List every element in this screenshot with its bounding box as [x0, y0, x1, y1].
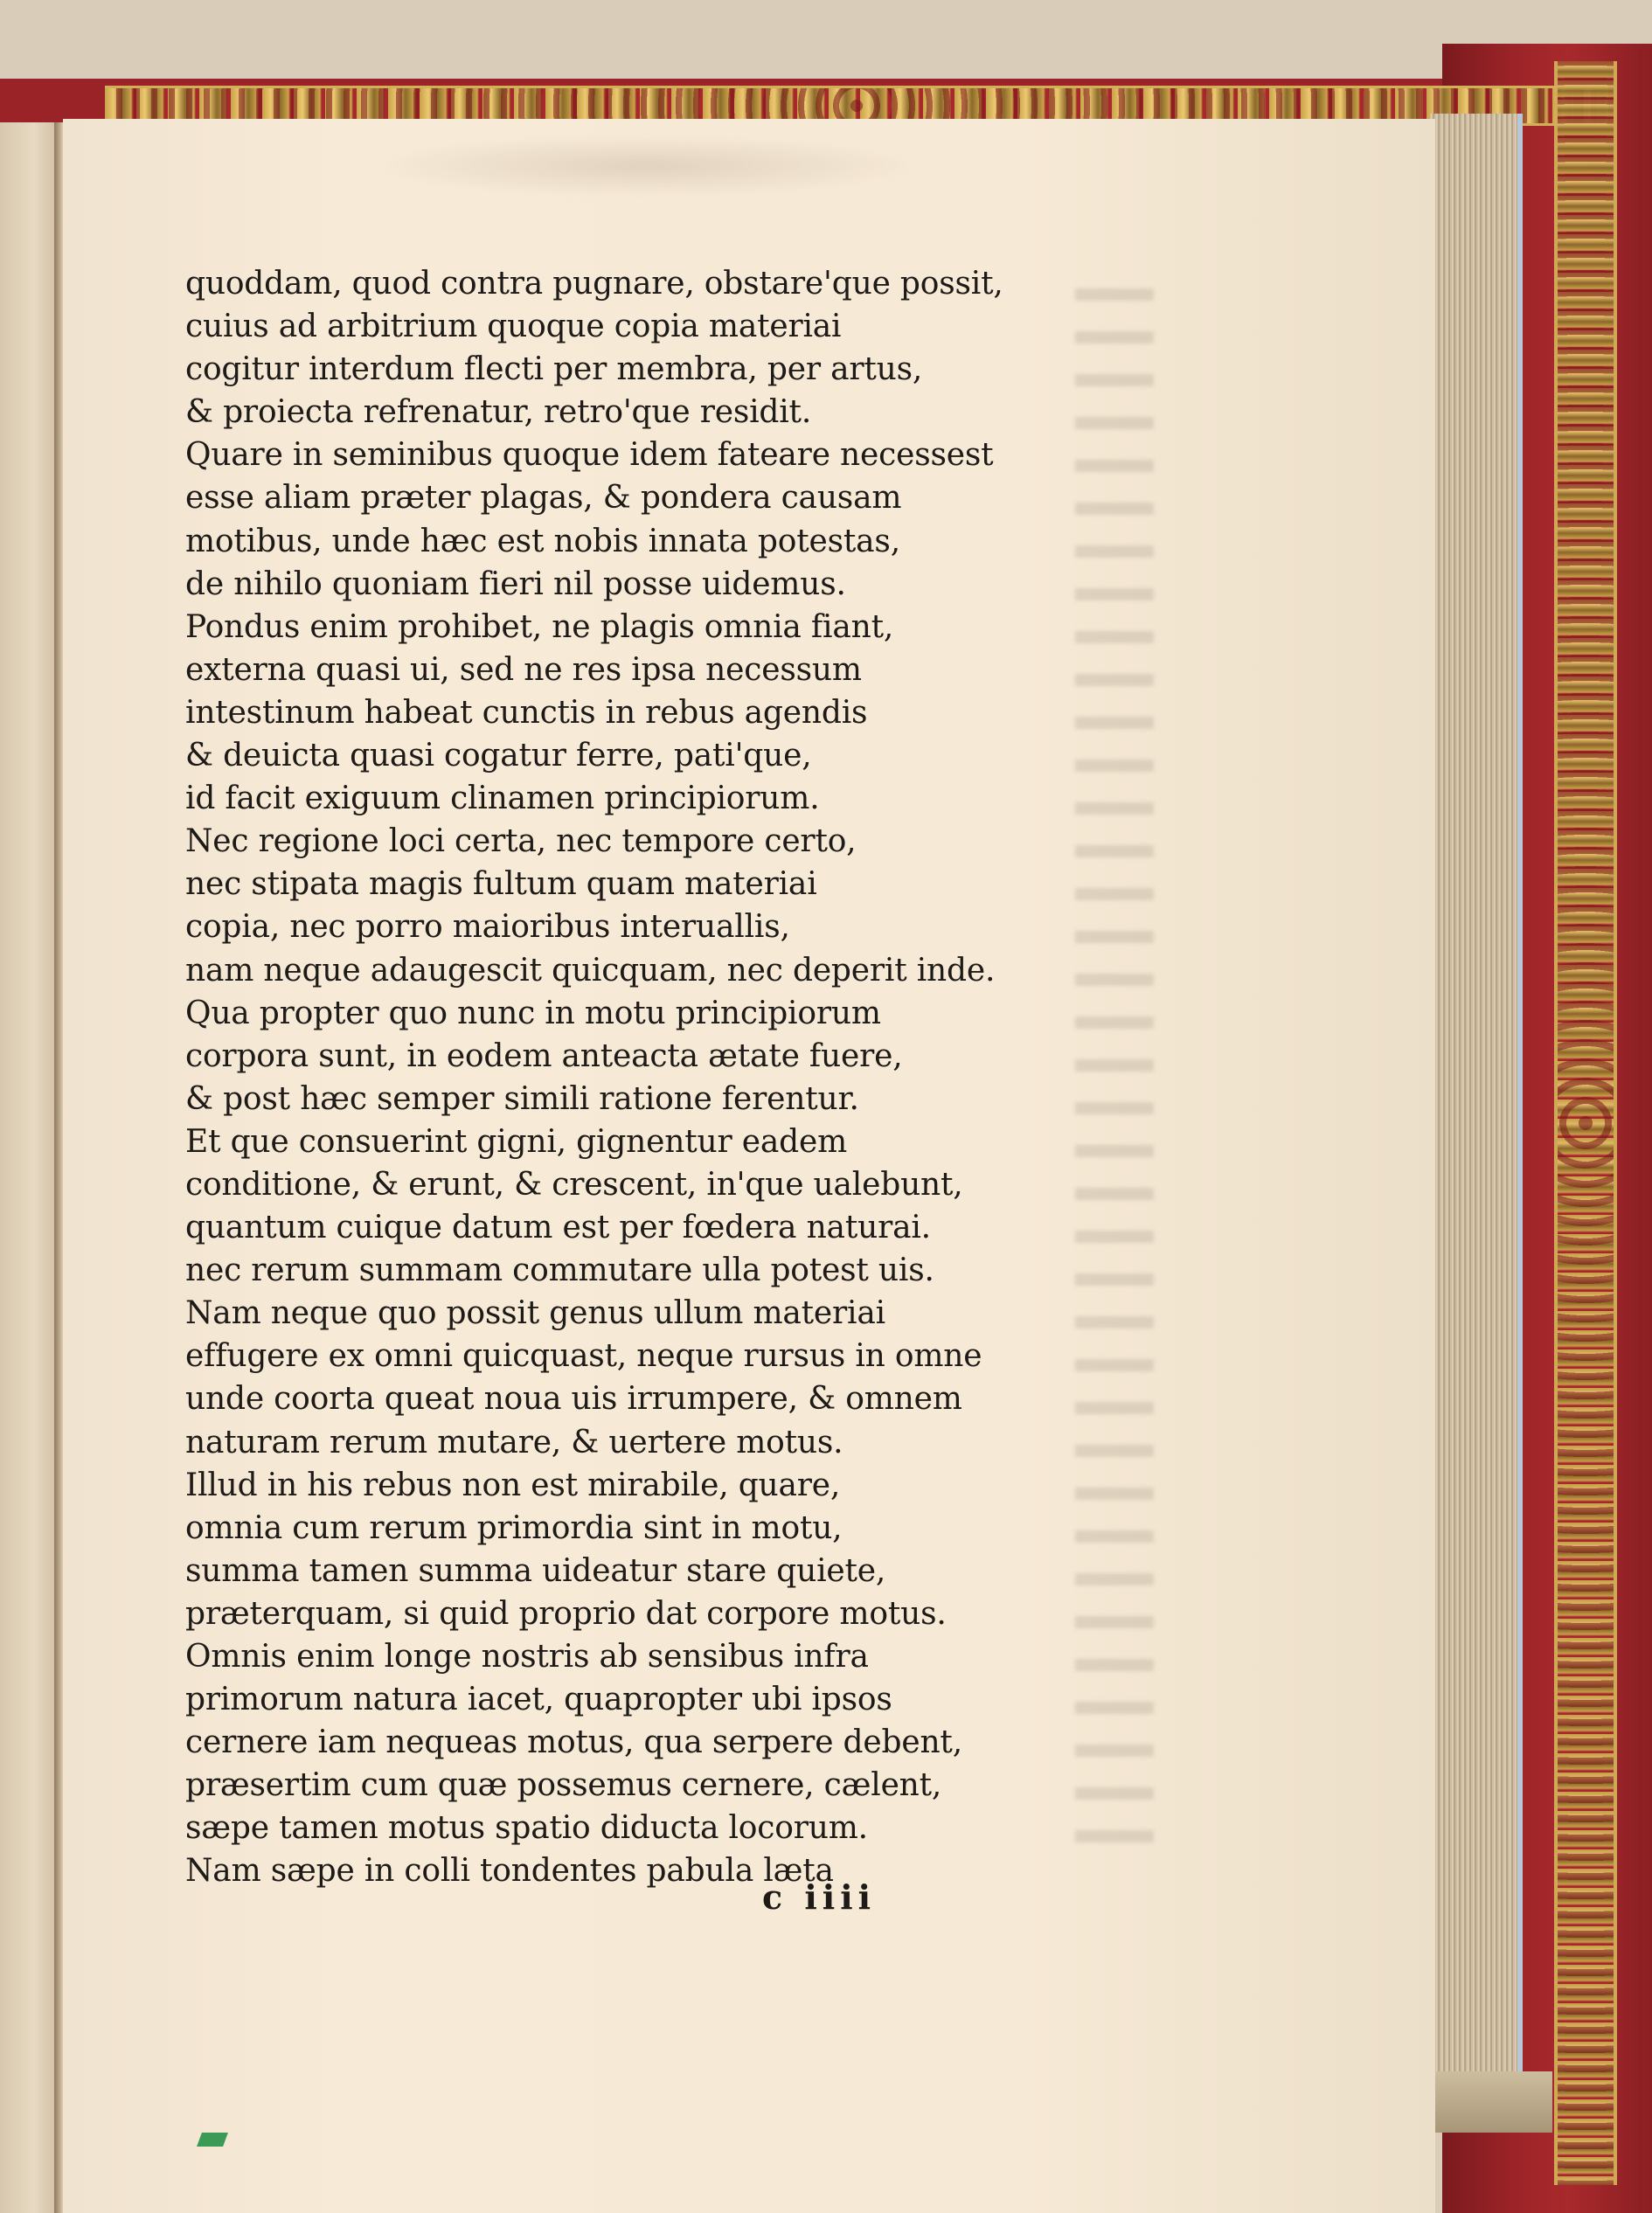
text-line: Omnis enim longe nostris ab sensibus infra	[185, 1639, 869, 1675]
text-line: præterquam, si quid proprio dat corpore motus.	[185, 1595, 947, 1632]
text-line: Et que consuerint gigni, gignentur eadem	[185, 1123, 848, 1160]
text-line: intestinum habeat cunctis in rebus agendis	[185, 694, 868, 731]
text-line: summa tamen summa uideatur stare quiete,	[185, 1552, 886, 1589]
text-line: Qua propter quo nunc in motu principiorum	[185, 995, 881, 1031]
text-line: esse aliam præter plagas, & pondera causam	[185, 480, 902, 517]
text-line: copia, nec porro maioribus interuallis,	[185, 909, 790, 946]
text-line: conditione, & erunt, & crescent, in'que ualebunt,	[185, 1166, 963, 1203]
text-line: omnia cum rerum primordia sint in motu,	[185, 1509, 843, 1546]
facing-page-edge	[0, 122, 61, 2213]
text-line: id facit exiguum clinamen principiorum.	[185, 780, 820, 817]
text-line: nec stipata magis fultum quam materiai	[185, 866, 817, 903]
text-line: & post hæc semper simili ratione ferentur.	[185, 1080, 859, 1117]
text-line: Nam sæpe in colli tondentes pabula læta	[185, 1853, 834, 1890]
text-line: motibus, unde hæc est nobis innata potestas,	[185, 523, 900, 559]
text-line: unde coorta queat noua uis irrumpere, & omnem	[185, 1381, 962, 1418]
text-line: & deuicta quasi cogatur ferre, pati'que,	[185, 738, 812, 774]
text-line: cogitur interdum flecti per membra, per artus,	[185, 351, 923, 388]
text-line: de nihilo quoniam fieri nil posse uidemus.	[185, 565, 846, 602]
text-line: primorum natura iacet, quapropter ubi ipsos	[185, 1682, 892, 1718]
text-line: corpora sunt, in eodem anteacta ætate fuere,	[185, 1037, 903, 1074]
text-line: sæpe tamen motus spatio diducta locorum.	[185, 1810, 868, 1847]
text-column	[185, 262, 1112, 1893]
text-line: cernere iam nequeas motus, qua serpere debent,	[185, 1724, 962, 1761]
text-line: nec rerum summam commutare ulla potest uis.	[185, 1252, 934, 1289]
text-line: externa quasi ui, sed ne res ipsa necessum	[185, 651, 862, 688]
text-line: præsertim cum quæ possemus cernere, cælent,	[185, 1767, 942, 1804]
text-line: Nam neque quo possit genus ullum materiai	[185, 1295, 885, 1332]
text-line: & proiecta refrenatur, retro'que residit.	[185, 394, 812, 431]
text-line: Nec regione loci certa, nec tempore certo,	[185, 823, 857, 860]
text-line: effugere ex omni quicquast, neque rursus in omne	[185, 1338, 982, 1375]
text-line: Pondus enim prohibet, ne plagis omnia fiant,	[185, 608, 894, 645]
text-line: Illud in his rebus non est mirabile, quare,	[185, 1467, 841, 1503]
text-line: quantum cuique datum est per fœdera naturai.	[185, 1210, 931, 1246]
page-block-edges	[1430, 114, 1523, 2080]
faint-inscription	[376, 135, 918, 197]
text-line: quoddam, quod contra pugnare, obstare'que possit,	[185, 266, 1003, 302]
text-line: naturam rerum mutare, & uertere motus.	[185, 1424, 843, 1460]
page-block-bottom	[1430, 2071, 1552, 2133]
text-line: Quare in seminibus quoque idem fateare necessest	[185, 437, 994, 474]
text-line: cuius ad arbitrium quoque copia materiai	[185, 309, 842, 345]
bookmark-tab	[197, 2133, 228, 2147]
text-line: nam neque adaugescit quicquam, nec deperit inde.	[185, 952, 996, 989]
gilt-border-right	[1554, 61, 1617, 2185]
signature-mark: c iiii	[762, 1877, 877, 1917]
